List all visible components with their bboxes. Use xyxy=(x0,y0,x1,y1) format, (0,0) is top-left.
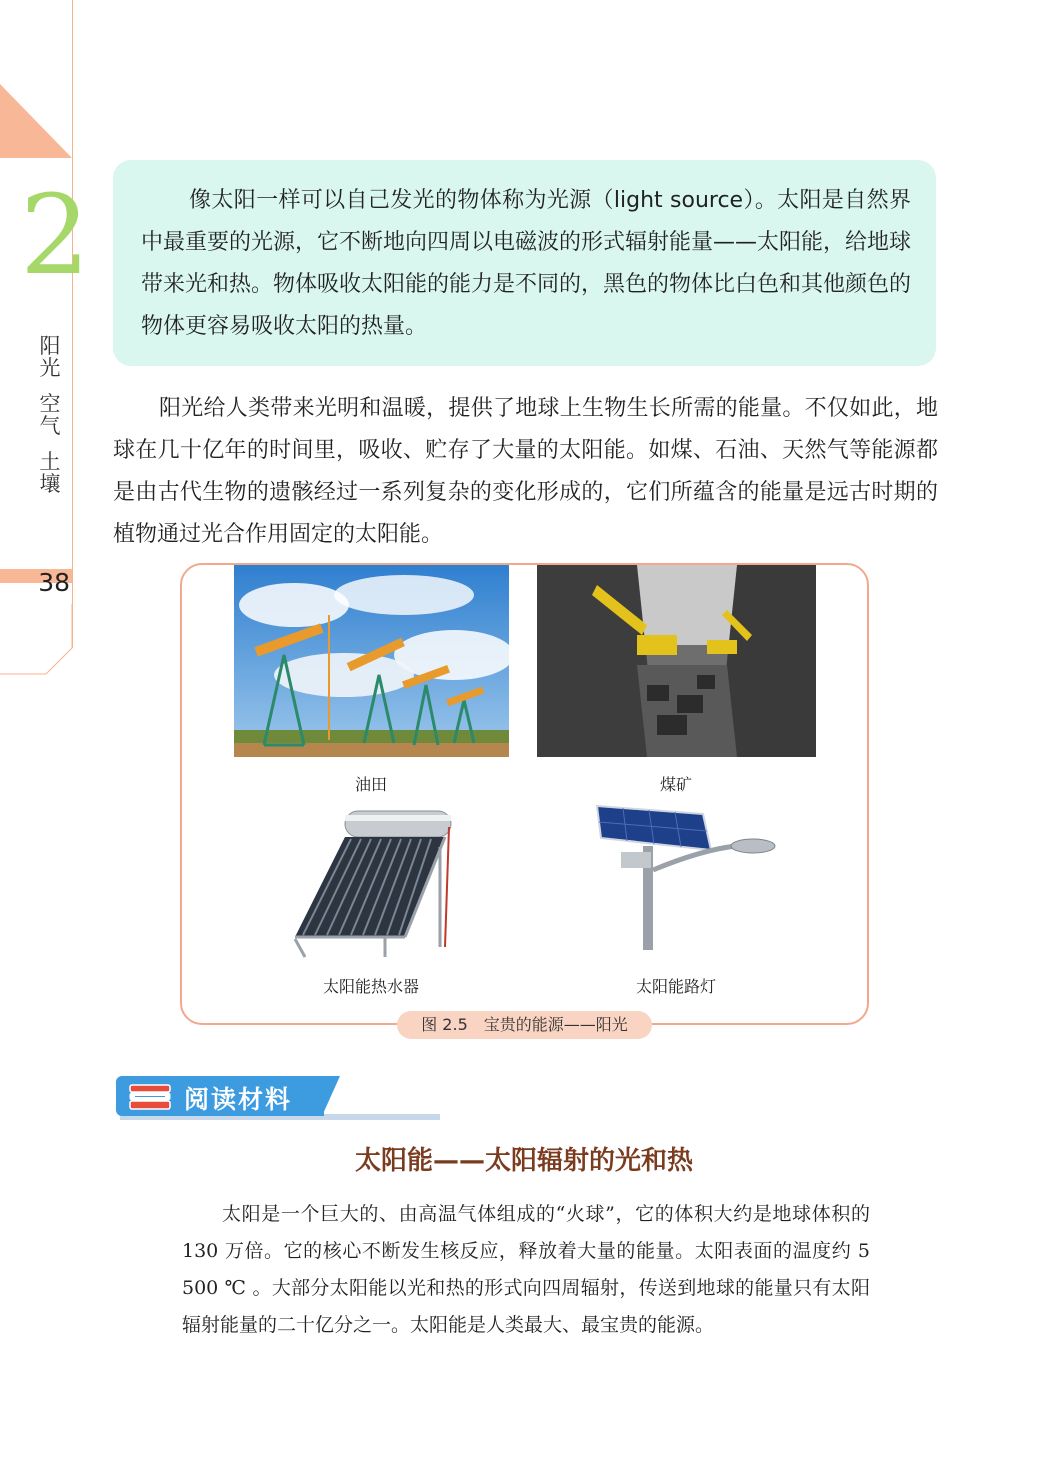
solar-water-heater-caption: 太阳能热水器 xyxy=(322,977,419,996)
margin-tail-line xyxy=(0,604,74,676)
definition-text: 像太阳一样可以自己发光的物体称为光源（light source）。太阳是自然界中最重要的光源，它不断地向四周以电磁波的形式辐射能量——太阳能，给地球带来光和热。物体吸收太阳能的能力是不同的，黑色的物体比白色和其他颜色的物体更容易吸收太阳的热量。 xyxy=(141,188,912,339)
chapter-title-char: 阳 xyxy=(39,334,61,358)
margin-line xyxy=(72,0,73,648)
solar-street-lamp-photo xyxy=(561,800,791,958)
chapter-title-char: 光 xyxy=(39,356,61,380)
reading-paragraph: 太阳是一个巨大的、由高温气体组成的“火球”，它的体积大约是地球体积的 130 万倍。它的核心不断发生核反应，释放着大量的能量。太阳表面的温度约 5 500 ℃ 。大部分太阳能以光和热的形式向四周辐射，传送到地球的能量只有太阳辐射能量的二十亿分之一。太阳能是人类最大、最宝贵的能源。 xyxy=(182,1203,870,1336)
book-icon xyxy=(129,1084,171,1110)
corner-triangle xyxy=(0,84,72,160)
chapter-title-char: 壤 xyxy=(39,472,61,496)
chapter-title-char: 空 xyxy=(39,392,61,416)
figure-caption: 图 2.5 宝贵的能源——阳光 xyxy=(397,1011,652,1039)
coal-mine-photo xyxy=(537,565,816,757)
reading-material-banner xyxy=(116,1076,340,1120)
coal-mine-caption: 煤矿 xyxy=(659,775,692,794)
oil-field-caption: 油田 xyxy=(354,775,387,794)
body-paragraph: 阳光给人类带来光明和温暖，提供了地球上生物生长所需的能量。不仅如此，地球在几十亿年的时间里，吸收、贮存了大量的太阳能。如煤、石油、天然气等能源都是由古代生物的遗骸经过一系列复杂的变化形成的，它们所蕴含的能量是远古时期的植物通过光合作用固定的太阳能。 xyxy=(113,396,938,547)
chapter-title-char: 气 xyxy=(39,414,61,438)
chapter-title-vertical xyxy=(36,335,64,495)
chapter-title-char: 土 xyxy=(39,450,61,474)
solar-water-heater-photo xyxy=(275,797,468,965)
oil-field-photo xyxy=(234,565,509,757)
reading-title: 太阳能——太阳辐射的光和热 xyxy=(354,1146,693,1176)
chapter-number: 2 xyxy=(20,171,90,299)
solar-street-lamp-caption: 太阳能路灯 xyxy=(635,977,716,996)
reading-material-label: 阅读材料 xyxy=(184,1085,293,1114)
page-number: 38 xyxy=(38,568,70,597)
